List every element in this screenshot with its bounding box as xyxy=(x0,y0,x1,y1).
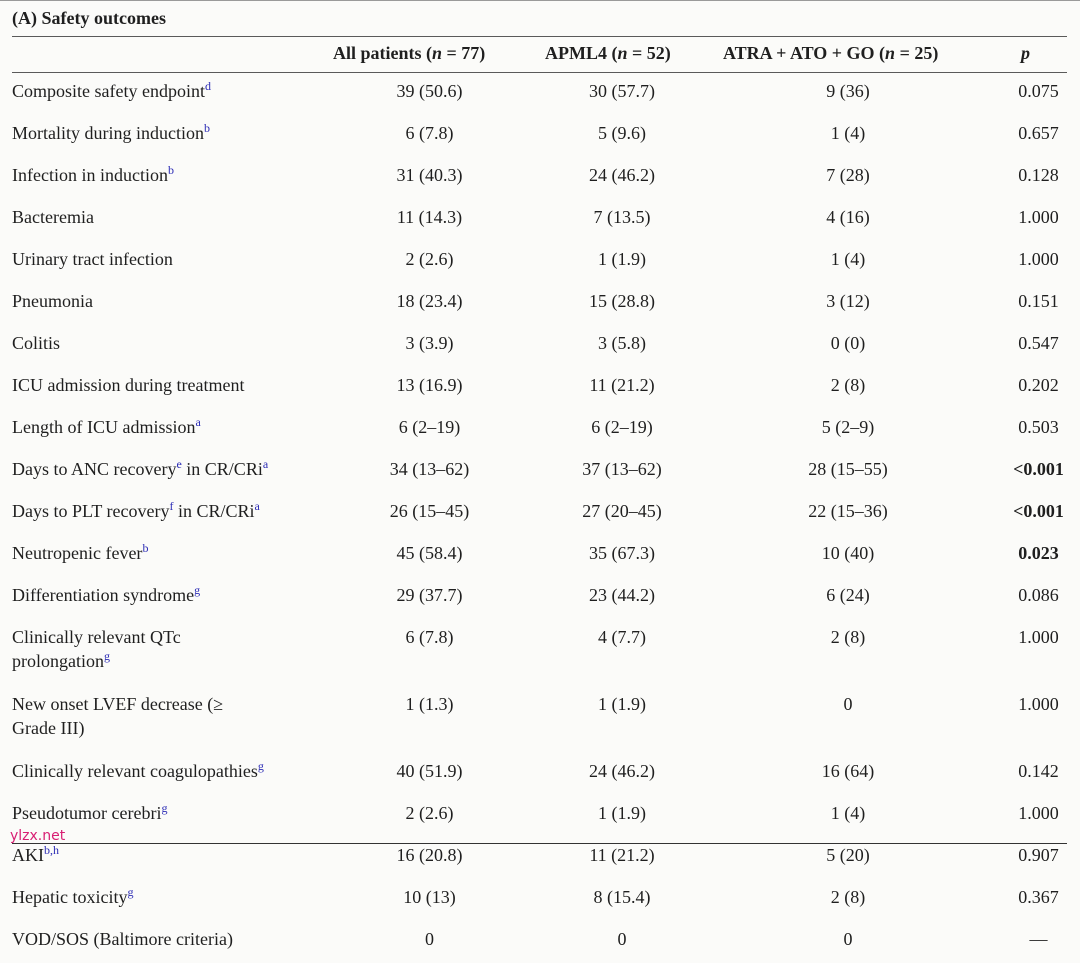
value-apml4: 11 (21.2) xyxy=(589,845,655,865)
footnote-marker: g xyxy=(194,583,201,597)
table-title: (A) Safety outcomes xyxy=(12,8,166,28)
row-label: Clinically relevant QTc prolongation$^g$ xyxy=(12,627,181,671)
value-all-patients: 26 (15–45) xyxy=(389,501,470,521)
value-atra-ato-go: 0 xyxy=(843,929,853,949)
value-all-patients: 2 (2.6) xyxy=(405,249,454,269)
table-row xyxy=(12,795,1068,837)
value-all-patients: 40 (51.9) xyxy=(396,761,463,781)
value-atra-ato-go: 1 (4) xyxy=(830,123,866,143)
row-label: Pneumonia xyxy=(12,291,93,311)
row-label: Differentiation syndrome$^g$ xyxy=(12,583,201,605)
row-label: VOD/SOS (Baltimore criteria) xyxy=(12,929,233,949)
value-apml4: 5 (9.6) xyxy=(598,123,646,143)
row-label: Days to ANC recovery$^e$ in CR/CRi$^a$ xyxy=(12,457,269,479)
table-row xyxy=(12,686,1068,753)
value-apml4: 8 (15.4) xyxy=(593,887,651,907)
p-value: 0.151 xyxy=(1018,291,1059,311)
footnote-marker: b,h xyxy=(44,843,59,857)
footnote-marker: b xyxy=(203,121,210,135)
value-all-patients: 1 (1.3) xyxy=(405,694,454,714)
top-rule xyxy=(12,36,1067,37)
safety-outcomes-table xyxy=(12,73,1068,963)
row-label: Length of ICU admission$^a$ xyxy=(12,415,201,437)
row-label: ICU admission during treatment xyxy=(12,375,245,395)
value-apml4: 0 xyxy=(617,929,627,949)
row-label: Hepatic toxicity$^g$ xyxy=(12,885,134,907)
p-value: 0.023 xyxy=(1018,543,1059,563)
value-all-patients: 6 (7.8) xyxy=(405,123,454,143)
value-apml4: 4 (7.7) xyxy=(598,627,646,647)
value-apml4: 27 (20–45) xyxy=(582,501,662,521)
value-apml4: 23 (44.2) xyxy=(589,585,655,605)
p-value: — xyxy=(1029,929,1048,949)
value-atra-ato-go: 22 (15–36) xyxy=(808,501,888,521)
value-all-patients: 2 (2.6) xyxy=(405,803,454,823)
footnote-marker: b xyxy=(142,541,149,555)
row-label: Pseudotumor cerebri$^g$ xyxy=(12,801,168,823)
p-value: 1.000 xyxy=(1018,207,1059,227)
p-value: 0.202 xyxy=(1018,375,1059,395)
value-apml4: 24 (46.2) xyxy=(589,761,655,781)
table-row xyxy=(12,451,1068,493)
footnote-marker: g xyxy=(161,801,168,815)
value-all-patients: 31 (40.3) xyxy=(396,165,463,185)
table-row xyxy=(12,493,1068,535)
value-atra-ato-go: 2 (8) xyxy=(830,627,866,647)
value-atra-ato-go: 4 (16) xyxy=(826,207,870,227)
value-all-patients: 10 (13) xyxy=(403,887,456,907)
p-value: 0.086 xyxy=(1018,585,1059,605)
p-value: 0.547 xyxy=(1018,333,1059,353)
table-caption xyxy=(0,0,1080,35)
footnote-marker: g xyxy=(127,885,134,899)
value-all-patients: 34 (13–62) xyxy=(389,459,470,479)
value-all-patients: 29 (37.7) xyxy=(396,585,463,605)
row-label: Clinically relevant coagulopathies$^g$ xyxy=(12,759,264,781)
value-all-patients: 6 (7.8) xyxy=(405,627,454,647)
row-label: Neutropenic fever$^b$ xyxy=(12,541,149,563)
value-apml4: 15 (28.8) xyxy=(589,291,655,311)
header-all-patients: All patients (n = 77) xyxy=(333,43,486,63)
table-row xyxy=(12,619,1068,686)
row-label: Colitis xyxy=(12,333,61,353)
value-atra-ato-go: 2 (8) xyxy=(830,887,866,907)
footnote-marker: g xyxy=(104,649,110,663)
value-atra-ato-go: 9 (36) xyxy=(826,81,870,101)
value-atra-ato-go: 1 (4) xyxy=(830,249,866,269)
value-all-patients: 16 (20.8) xyxy=(396,845,463,865)
table-row xyxy=(12,157,1068,199)
value-atra-ato-go: 28 (15–55) xyxy=(808,459,888,479)
p-value: 0.367 xyxy=(1018,887,1059,907)
footnote-marker: a xyxy=(195,415,201,429)
row-label: Bacteremia xyxy=(12,207,94,227)
value-atra-ato-go: 3 (12) xyxy=(826,291,870,311)
row-label: Infection in induction$^b$ xyxy=(12,163,174,185)
value-atra-ato-go: 10 (40) xyxy=(821,543,875,563)
value-atra-ato-go: 0 xyxy=(843,694,853,714)
value-atra-ato-go: 5 (2–9) xyxy=(821,417,875,437)
row-label: Mortality during induction$^b$ xyxy=(12,121,210,143)
value-all-patients: 39 (50.6) xyxy=(396,81,463,101)
value-apml4: 11 (21.2) xyxy=(589,375,655,395)
table-row xyxy=(12,879,1068,921)
value-atra-ato-go: 2 (8) xyxy=(830,375,866,395)
footnote-marker: f xyxy=(169,499,174,513)
value-apml4: 37 (13–62) xyxy=(582,459,662,479)
table-row xyxy=(12,577,1068,619)
footnote-marker: d xyxy=(204,79,211,93)
row-label: Composite safety endpoint$^d$ xyxy=(12,79,211,101)
table-row xyxy=(12,283,1068,325)
value-atra-ato-go: 5 (20) xyxy=(826,845,870,865)
table-row xyxy=(12,73,1068,115)
row-label: AKI$^{b,h}$ xyxy=(12,843,59,865)
p-value: 1.000 xyxy=(1018,803,1059,823)
value-all-patients: 18 (23.4) xyxy=(396,291,463,311)
p-value: 0.907 xyxy=(1018,845,1059,865)
footnote-marker: a xyxy=(262,457,269,471)
p-value: 1.000 xyxy=(1018,694,1059,714)
p-value: 1.000 xyxy=(1018,627,1059,647)
value-apml4: 35 (67.3) xyxy=(589,543,655,563)
value-apml4: 1 (1.9) xyxy=(598,249,646,269)
value-all-patients: 3 (3.9) xyxy=(405,333,454,353)
row-label: Urinary tract infection xyxy=(12,249,173,269)
p-value: <0.001 xyxy=(1013,501,1064,521)
watermark: ylzx.net xyxy=(10,828,66,844)
header-atra-ato-go: ATRA + ATO + GO (n = 25) xyxy=(723,43,939,63)
value-apml4: 30 (57.7) xyxy=(589,81,655,101)
value-all-patients: 0 xyxy=(425,929,434,949)
table-row xyxy=(12,115,1068,157)
value-all-patients: 11 (14.3) xyxy=(396,207,463,227)
value-apml4: 24 (46.2) xyxy=(589,165,655,185)
header-p-value: p xyxy=(1021,43,1030,63)
p-value: <0.001 xyxy=(1013,459,1064,479)
footnote-marker: b xyxy=(167,163,174,177)
p-value: 0.142 xyxy=(1018,761,1059,781)
value-apml4: 6 (2–19) xyxy=(591,417,653,437)
value-atra-ato-go: 16 (64) xyxy=(821,761,875,781)
value-apml4: 1 (1.9) xyxy=(598,803,646,823)
value-all-patients: 6 (2–19) xyxy=(398,417,461,437)
value-atra-ato-go: 0 (0) xyxy=(830,333,866,353)
row-label: Days to PLT recovery$^f$ in CR/CRi$^a$ xyxy=(12,499,260,521)
value-apml4: 7 (13.5) xyxy=(593,207,651,227)
table-row xyxy=(12,199,1068,241)
footnote-marker: a xyxy=(254,499,260,513)
value-all-patients: 45 (58.4) xyxy=(396,543,463,563)
table-row xyxy=(12,325,1068,367)
value-apml4: 3 (5.8) xyxy=(598,333,646,353)
table-row xyxy=(12,535,1068,577)
value-all-patients: 13 (16.9) xyxy=(396,375,463,395)
table-row xyxy=(12,409,1068,451)
header-apml4: APML4 (n = 52) xyxy=(545,43,671,63)
p-value: 1.000 xyxy=(1018,249,1059,269)
footnote-marker: g xyxy=(257,759,264,773)
value-apml4: 1 (1.9) xyxy=(598,694,646,714)
value-atra-ato-go: 7 (28) xyxy=(826,165,870,185)
p-value: 0.503 xyxy=(1018,417,1059,437)
p-value: 0.075 xyxy=(1018,81,1059,101)
bottom-rule xyxy=(12,843,1067,844)
value-atra-ato-go: 1 (4) xyxy=(830,803,866,823)
table-row xyxy=(12,753,1068,795)
p-value: 0.128 xyxy=(1018,165,1059,185)
footnote-marker: e xyxy=(176,457,182,471)
p-value: 0.657 xyxy=(1018,123,1059,143)
table-row xyxy=(12,241,1068,283)
value-atra-ato-go: 6 (24) xyxy=(826,585,870,605)
row-label: New onset LVEF decrease (≥ Grade III) xyxy=(12,694,224,738)
table-row xyxy=(12,367,1068,409)
table-row xyxy=(12,921,1068,963)
